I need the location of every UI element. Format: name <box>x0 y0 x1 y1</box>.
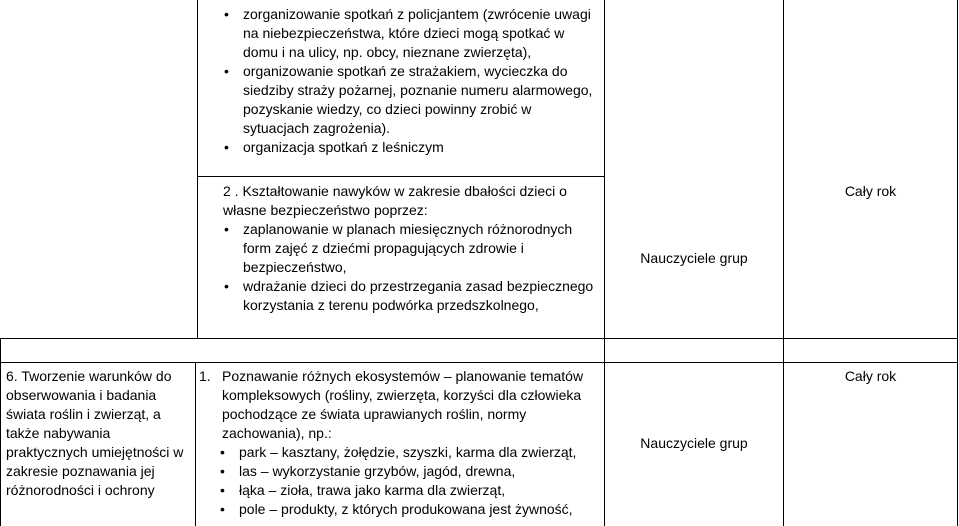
responsible-cell: Nauczyciele grup <box>640 250 748 266</box>
bullet-list <box>218 220 598 315</box>
task-cell <box>218 5 598 157</box>
list-item: • zaplanowanie w planach miesięcznych różnorodnych form zajęć z dziećmi propagujących zdrowie i bezpieczeństwo, <box>218 220 598 277</box>
responsible-cell: Nauczyciele grup <box>640 435 748 451</box>
list-item: • organizowanie spotkań ze strażakiem, wycieczka do siedziby straży pożarnej, poznanie numeru alarmowego, pozyskanie wiedzy, co dzieci powinny zrobić w sytuacjach zagrożenia). <box>218 62 598 138</box>
task-cell <box>218 182 598 315</box>
table-border <box>0 338 958 339</box>
task-text: Poznawanie różnych ekosystemów – planowanie tematów kompleksowych (rośliny, zwierzęta, korzyści dla człowieka pochodzące ze świata uprawianych roślin, normy zachowania), np.: <box>222 368 584 441</box>
table-border <box>197 0 198 338</box>
list-item: • las – wykorzystanie grzybów, jagód, drewna, <box>214 462 601 481</box>
term-cell: Cały rok <box>844 368 897 384</box>
table-border <box>195 362 196 526</box>
table-border <box>0 362 958 363</box>
task-heading: 2 . Kształtowanie nawyków w zakresie dbałości dzieci o własne bezpieczeństwo poprzez: <box>223 183 567 218</box>
list-item: • wdrażanie dzieci do przestrzegania zasad bezpiecznego korzystania z terenu podwórka przedszkolnego, <box>218 277 598 315</box>
list-item: • organizacja spotkań z leśniczym <box>218 138 598 157</box>
table-border <box>197 176 605 177</box>
list-item: • łąka – zioła, trawa jako karma dla zwierząt, <box>214 481 601 500</box>
table-border <box>0 338 1 526</box>
list-item: • pole – produkty, z których produkowana jest żywność, <box>214 500 601 519</box>
table-border <box>783 0 784 526</box>
bullet-list <box>214 443 601 519</box>
goal-cell: 6. Tworzenie warunków do obserwowania i badania świata roślin i zwierząt, a także nabywania praktycznych umiejętności w zakresie poznawania jej różnorodności i ochrony <box>6 368 184 498</box>
task-cell <box>199 367 601 519</box>
bullet-list <box>218 5 598 157</box>
list-item: • park – kasztany, żołędzie, szyszki, karma dla zwierząt, <box>214 443 601 462</box>
list-item: • zorganizowanie spotkań z policjantem (zwrócenie uwagi na niebezpieczeństwa, które dzieci mogą spotkać w domu i na ulicy, np. obcy, nieznane zwierzęta), <box>218 5 598 62</box>
term-cell: Cały rok <box>844 183 897 199</box>
task-number: 1. <box>199 368 211 384</box>
table-border <box>957 0 958 526</box>
